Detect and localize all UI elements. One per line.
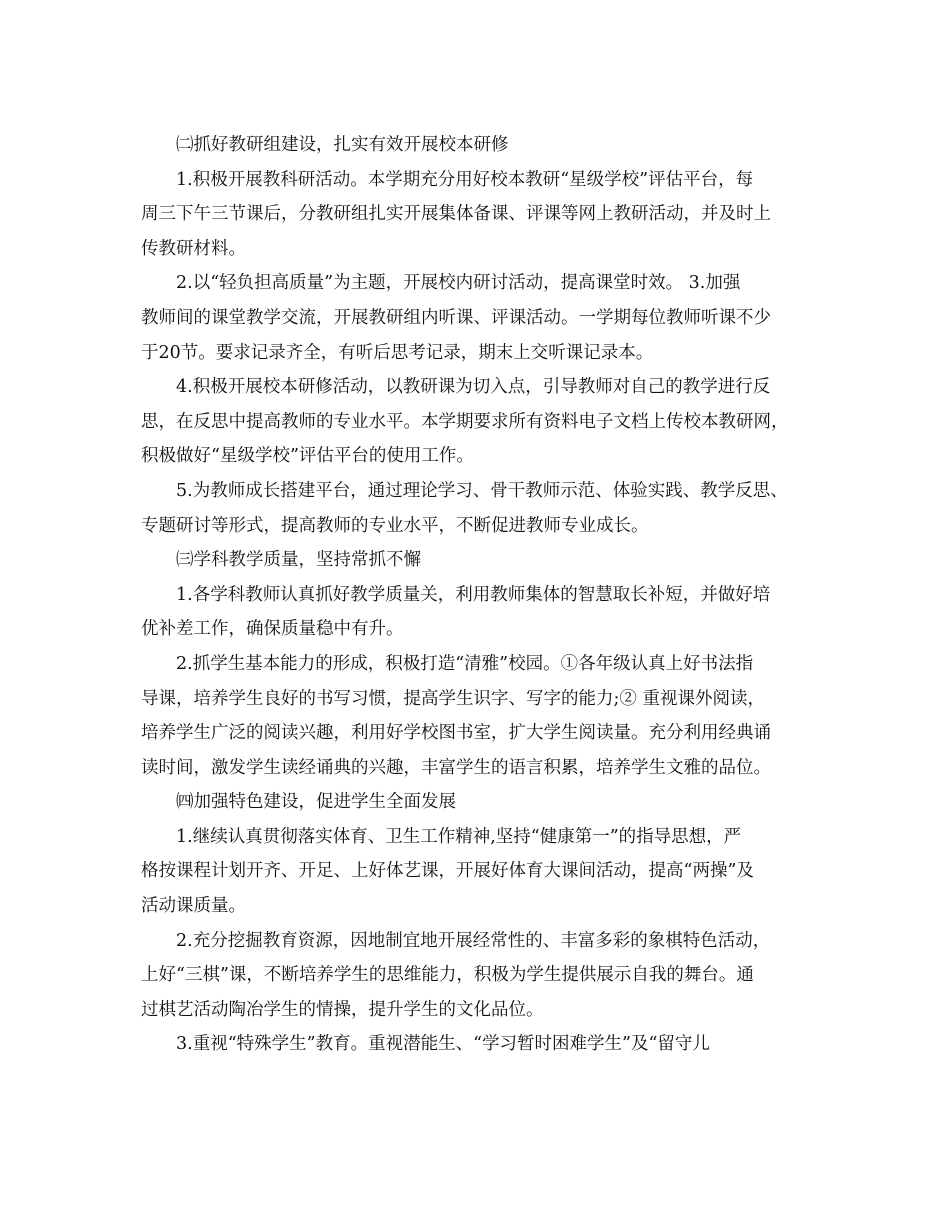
text-line: 2.以“轻负担高质量”为主题，开展校内研讨活动，提高课堂时效。 3.加强: [176, 273, 741, 294]
text-line: 专题研讨等形式，提高教师的专业水平，不断促进教师专业成长。: [141, 515, 649, 536]
text-line: 读时间，激发学生读经诵典的兴趣，丰富学生的语言积累，培养学生文雅的品位。: [141, 757, 771, 778]
text-line: 传教研材料。: [141, 238, 246, 259]
text-line: 周三下午三节课后，分教研组扎实开展集体备课、评课等网上教研活动，并及时上: [141, 204, 771, 225]
text-line: ㈡抓好教研组建设，扎实有效开展校本研修: [176, 135, 509, 155]
text-line: 活动课质量。: [141, 896, 246, 917]
text-line: 思，在反思中提高教师的专业水平。本学期要求所有资料电子文档上传校本教研网，: [141, 411, 789, 432]
text-line: ㈣加强特色建设，促进学生全面发展: [176, 792, 456, 813]
text-line: 导课，培养学生良好的书写习惯，提高学生识字、写字的能力;② 重视课外阅读，: [141, 688, 765, 709]
text-line: 上好“三棋”课，不断培养学生的思维能力，积极为学生提供展示自我的舞台。通: [141, 965, 754, 986]
text-line: 1.积极开展教科研活动。本学期充分用好校本教研“星级学校”评估平台，每: [176, 169, 754, 190]
text-line: 培养学生广泛的阅读兴趣，利用好学校图书室，扩大学生阅读量。充分利用经典诵: [141, 723, 771, 744]
text-line: 过棋艺活动陶冶学生的情操，提升学生的文化品位。: [141, 999, 544, 1020]
text-line: 2.充分挖掘教育资源，因地制宜地开展经常性的、丰富多彩的象棋特色活动，: [176, 930, 771, 951]
text-line: 格按课程计划开齐、开足、上好体艺课，开展好体育大课间活动，提高“两操”及: [141, 861, 754, 882]
text-line: 于20节。要求记录齐全，有听后思考记录，期末上交听课记录本。: [141, 342, 654, 363]
text-line: 1.各学科教师认真抓好教学质量关，利用教师集体的智慧取长补短，并做好培: [176, 584, 771, 605]
document-body: [141, 128, 821, 1062]
text-line: ㈢学科教学质量，坚持常抓不懈: [176, 550, 421, 571]
text-line: 2.抓学生基本能力的形成，积极打造“清雅”校园。①各年级认真上好书法指: [176, 653, 754, 674]
text-line: 教师间的课堂教学交流，开展教研组内听课、评课活动。一学期每位教师听课不少: [141, 307, 771, 328]
text-line: 1.继续认真贯彻落实体育、卫生工作精神,坚持“健康第一”的指导思想，严: [176, 826, 742, 847]
text-line: 优补差工作，确保质量稳中有升。: [141, 619, 404, 640]
text-line: 积极做好“星级学校”评估平台的使用工作。: [141, 446, 474, 467]
text-line: 3.重视“特殊学生”教育。重视潜能生、“学习暂时困难学生”及“留守儿: [176, 1034, 710, 1055]
text-line: 4.积极开展校本研修活动，以教研课为切入点，引导教师对自己的教学进行反: [176, 377, 771, 398]
text-line: 5.为教师成长搭建平台，通过理论学习、骨干教师示范、体验实践、教学反思、: [176, 480, 788, 501]
